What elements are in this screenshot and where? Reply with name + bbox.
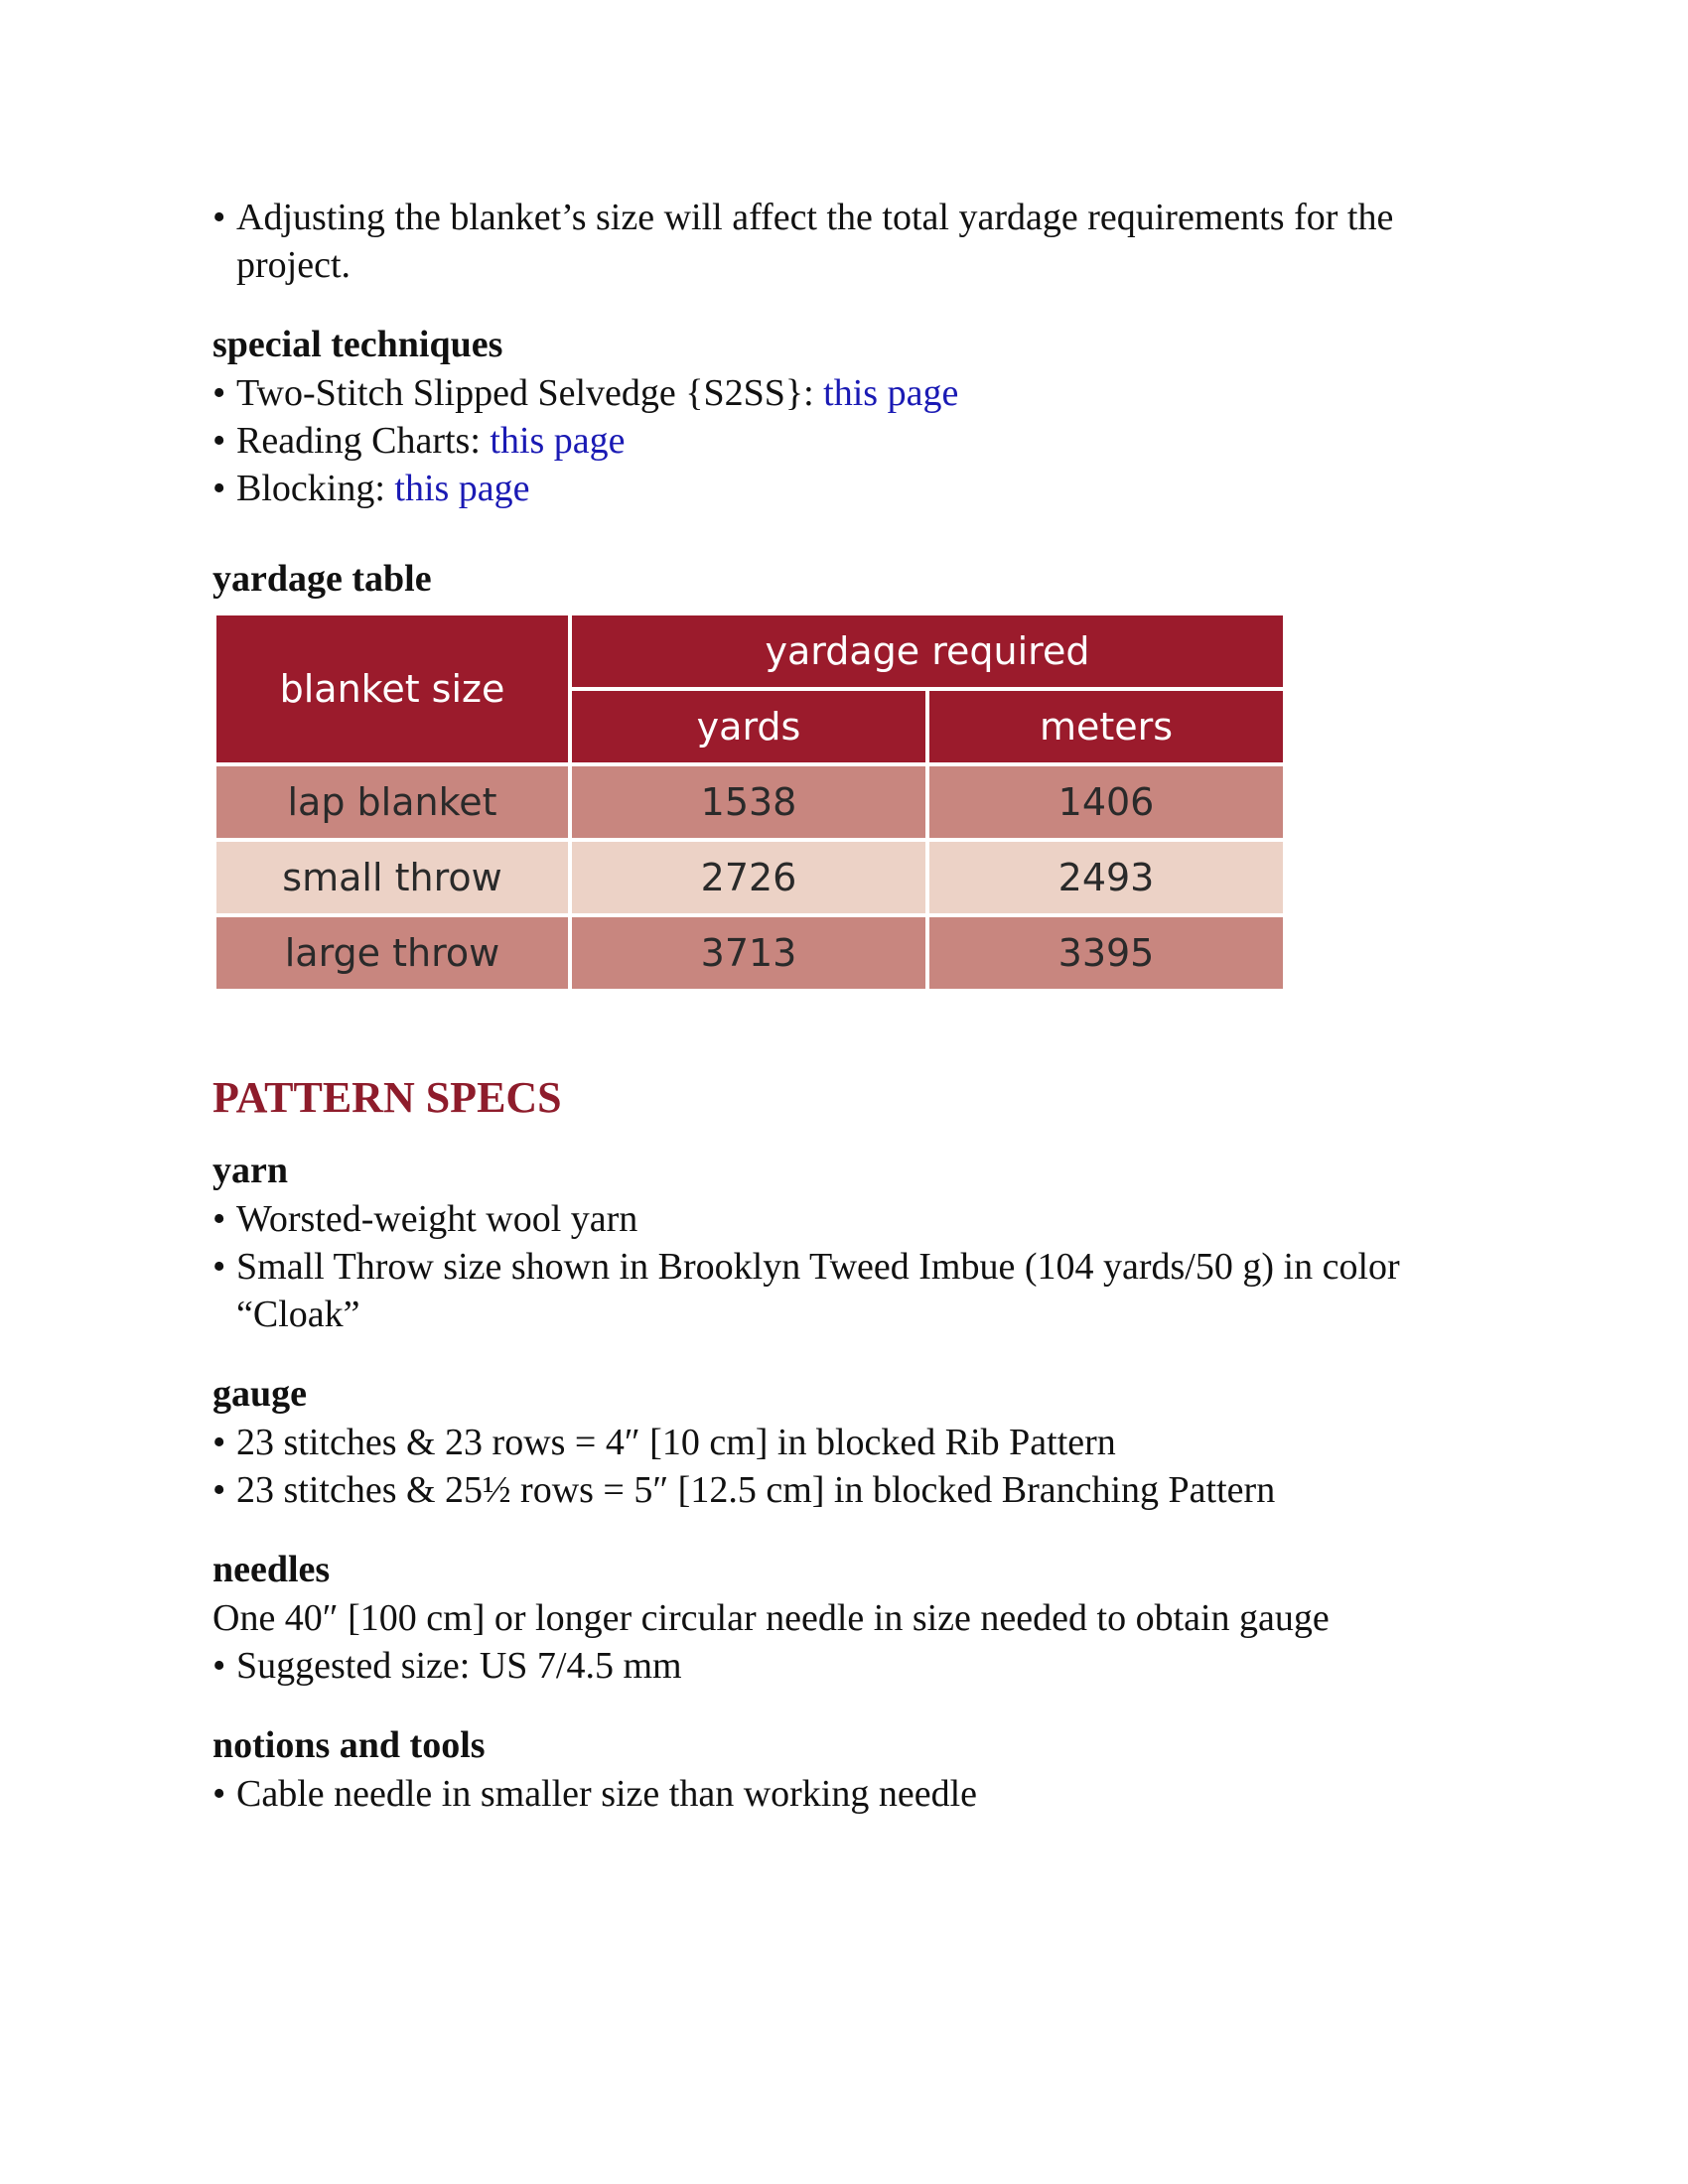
needles-heading: needles [212, 1549, 331, 1590]
cell-meters: 3395 [927, 915, 1285, 991]
gauge-item: • 23 stitches & 25½ rows = 5″ [12.5 cm] in blocked Branching Pattern [212, 1466, 1503, 1514]
needles-text: One 40″ [100 cm] or longer circular needle in size needed to obtain gauge [212, 1597, 1330, 1639]
pattern-specs-title: PATTERN SPECS [212, 1073, 562, 1122]
cell-meters: 1406 [927, 764, 1285, 840]
table-row [214, 840, 1285, 915]
intro-bullet: • Adjusting the blanket’s size will affect the total yardage requirements for the project. [212, 194, 1503, 289]
yarn-item: • Worsted-weight wool yarn [212, 1195, 1503, 1243]
technique-label: Reading Charts: [236, 420, 491, 462]
document-page [212, 194, 1503, 1818]
header-yardage-required: yardage required [570, 614, 1285, 689]
header-meters: meters [927, 689, 1285, 764]
cell-size: lap blanket [214, 764, 570, 840]
technique-link[interactable]: this page [394, 468, 530, 509]
notions-heading: notions and tools [212, 1724, 486, 1766]
cell-yards: 1538 [570, 764, 927, 840]
special-techniques-heading: special techniques [212, 324, 503, 365]
technique-label: Blocking: [236, 468, 395, 509]
notions-item: • Cable needle in smaller size than working needle [212, 1770, 1503, 1818]
gauge-heading: gauge [212, 1373, 307, 1415]
header-yards: yards [570, 689, 927, 764]
technique-item [212, 465, 1503, 512]
technique-label: Two-Stitch Slipped Selvedge {S2SS}: [236, 372, 824, 414]
gauge-item: • 23 stitches & 23 rows = 4″ [10 cm] in blocked Rib Pattern [212, 1419, 1503, 1466]
cell-size: small throw [214, 840, 570, 915]
yarn-heading: yarn [212, 1150, 288, 1191]
cell-size: large throw [214, 915, 570, 991]
yardage-table-heading: yardage table [212, 558, 432, 600]
yarn-item: • Small Throw size shown in Brooklyn Tweed Imbue (104 yards/50 g) in color “Cloak” [212, 1243, 1503, 1338]
technique-link[interactable]: this page [490, 420, 626, 462]
cell-yards: 3713 [570, 915, 927, 991]
cell-yards: 2726 [570, 840, 927, 915]
needles-item: • Suggested size: US 7/4.5 mm [212, 1642, 1503, 1690]
table-row [214, 915, 1285, 991]
technique-link[interactable]: this page [823, 372, 959, 414]
table-row [214, 764, 1285, 840]
yardage-table [212, 612, 1287, 993]
technique-item [212, 417, 1503, 465]
header-blanket-size: blanket size [214, 614, 570, 764]
technique-item [212, 369, 1503, 417]
cell-meters: 2493 [927, 840, 1285, 915]
